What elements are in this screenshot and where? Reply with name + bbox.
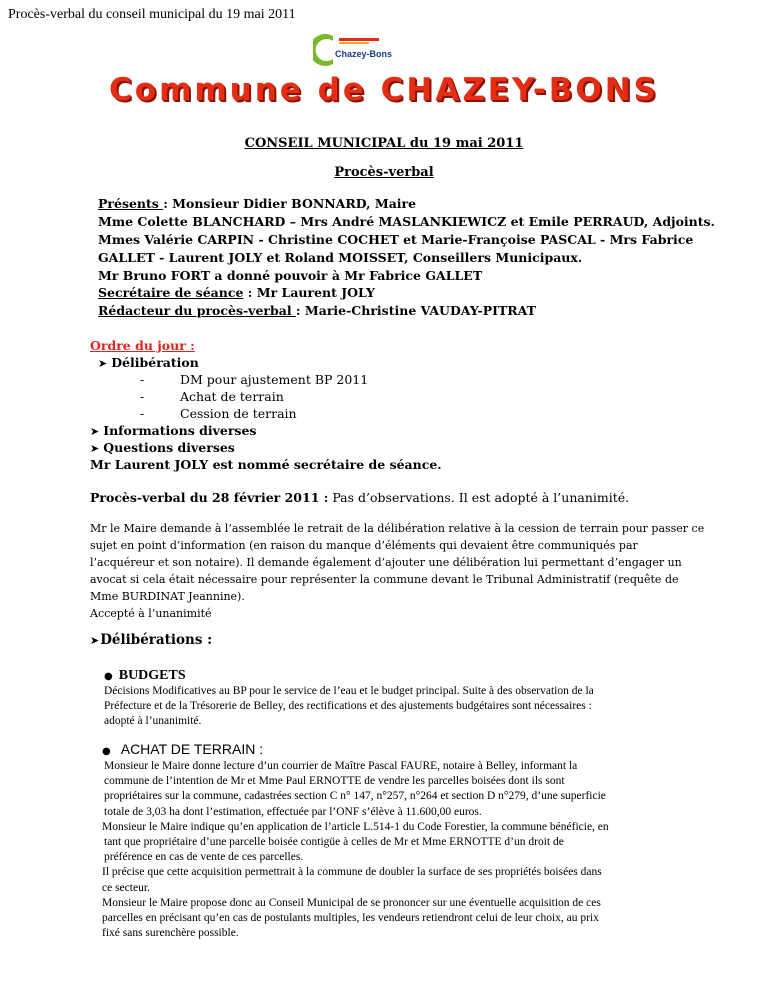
mayor-request: Mr le Maire demande à l’assemblée le retrait de la délibération relative à la cession de terrain pour passer ce sujet en point d’information (en raison du manque d’éléments qui devaient être communiqués par l’acquéreur et son notaire). Il demande également d’ajouter une délibération lui permettant d’engager un avocat si cela était nécessaire pour représenter la commune devant le Tribunal Administratif (requête de Mme BURDINAT Jeannine). Accepté à l’unanimité <box>90 522 705 620</box>
agenda-heading: Ordre du jour : <box>90 338 195 353</box>
attendance-adjoints: Mme Colette BLANCHARD – Mrs André MASLANKIEWICZ et Emile PERRAUD, Adjoints. <box>98 214 715 229</box>
agenda-item-deliberation: ➤ Délibération <box>98 355 199 370</box>
arrow-right-icon: ➤ <box>98 357 108 370</box>
agenda-item-questions: ➤ Questions diverses <box>90 440 235 455</box>
attendance-secretary: Secrétaire de séance : Mr Laurent JOLY <box>98 285 375 300</box>
attendance-councillors-2: GALLET - Laurent JOLY et Roland MOISSET, Conseillers Municipaux. <box>98 250 583 265</box>
commune-title: Commune de CHAZEY-BONS <box>109 72 659 108</box>
attendance-present: Présents : Monsieur Didier BONNARD, Maire <box>98 196 417 211</box>
achat-text: Monsieur le Maire donne lecture d’un courrier de Maître Pascal FAURE, notaire à Belley, informant la commune de l’intention de Mr et Mme Paul ERNOTTE de vendre les parcelles boisées dont ils sont propriétaires sur la commune, cadastrées section C n° 147, n°257, n°264 et section D n°279, d’une superficie totale de 3,03 ha dont l’estimation, effectuée par l’ONF s’élève à 11.600,00 euros. Monsieur le Maire indique qu’en application de l’article L.514-1 du Code Forestier, la commune bénéficie, en tant que propriétaire d’une parcelle boisée contigüe à celles de Mr et Mme ERNOTTE d’un droit de préférence en cas de vente de ces parcelles. Il précise que cette acquisition permettrait à la commune de doubler la surface de ses propriétés boisées dans ce secteur. Monsieur le Maire propose donc au Conseil Municipal de se prononcer sur une éventuelle acquisition de ces parcelles en précisant qu’en cas de postulants multiples, les vendeurs retiendront celui de leur choix, au prix fixé sans surenchère possible. <box>102 760 609 940</box>
session-title: CONSEIL MUNICIPAL du 19 mai 2011 <box>244 136 524 151</box>
agenda-sub-cession: - Cession de terrain <box>140 406 297 421</box>
attendance-proxy: Mr Bruno FORT a donné pouvoir à Mr Fabrice GALLET <box>98 268 483 283</box>
secretary-named: Mr Laurent JOLY est nommé secrétaire de séance. <box>90 457 442 472</box>
agenda-item-informations: ➤ Informations diverses <box>90 423 257 438</box>
attendance-writer: Rédacteur du procès-verbal : Marie-Christine VAUDAY-PITRAT <box>98 303 536 318</box>
previous-minutes: Procès-verbal du 28 février 2011 : Pas d’observations. Il est adopté à l’unanimité. <box>90 490 630 505</box>
budgets-text: Décisions Modificatives au BP pour le service de l’eau et le budget principal. Suite à des observation de la Préfecture et de la Trésorerie de Belley, des rectifications et des ajustements budgétaires sont nécessaires : adopté à l’unanimité. <box>104 685 594 728</box>
attendance-councillors-1: Mmes Valérie CARPIN - Christine COCHET et Marie-Françoise PASCAL - Mrs Fabrice <box>98 232 694 247</box>
deliberations-heading: ➤Délibérations : <box>90 632 213 648</box>
agenda-sub-dm: - DM pour ajustement BP 2011 <box>140 372 369 387</box>
arrow-right-icon: ➤ <box>90 634 100 647</box>
agenda-sub-achat: - Achat de terrain <box>140 389 284 404</box>
bullet-icon: ● <box>104 671 113 682</box>
running-header: Procès-verbal du conseil municipal du 19 mai 2011 <box>8 7 296 22</box>
arrow-right-icon: ➤ <box>90 425 100 438</box>
logo-text: Chazey-Bons <box>335 49 393 59</box>
bullet-icon: ● <box>102 746 111 757</box>
document-type: Procès-verbal <box>334 165 434 180</box>
arrow-right-icon: ➤ <box>90 442 100 455</box>
budgets-heading: ● BUDGETS <box>104 668 186 683</box>
achat-heading: ● ACHAT DE TERRAIN : <box>102 741 264 757</box>
